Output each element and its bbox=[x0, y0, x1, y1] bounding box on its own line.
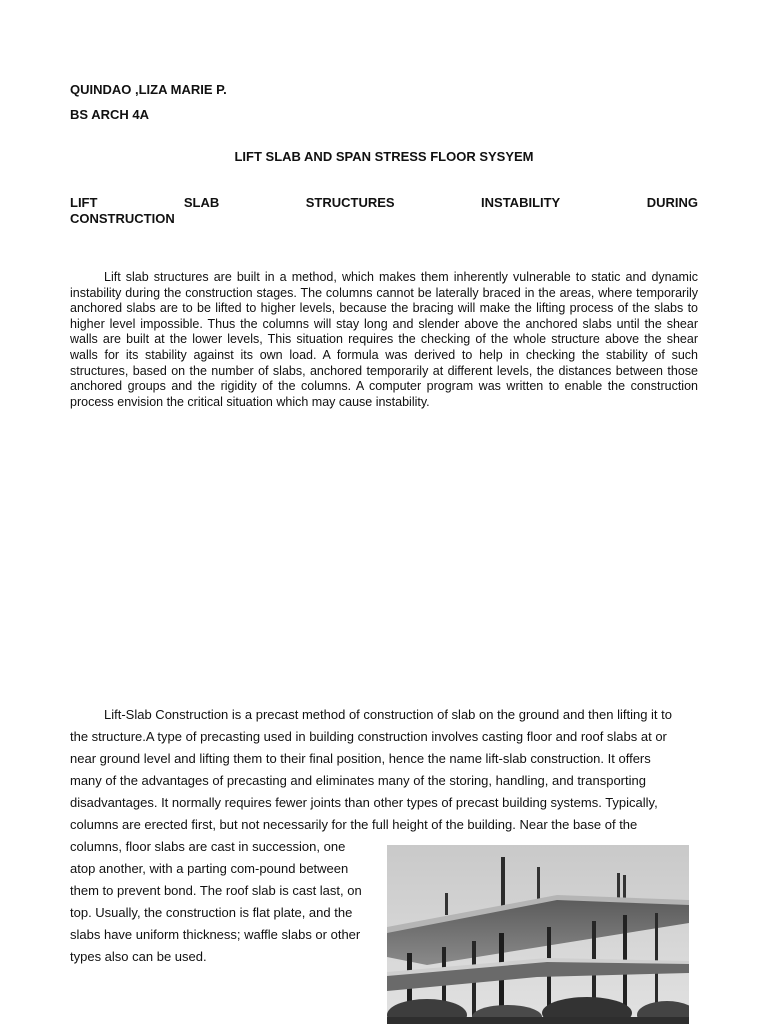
liftslab-line: columns are erected first, but not necessarily for the full height of the building. Near the base of the bbox=[70, 817, 638, 832]
course-name: BS ARCH 4A bbox=[70, 107, 149, 122]
liftslab-wrap-line: types also can be used. bbox=[70, 949, 207, 964]
document-title bbox=[0, 149, 768, 164]
section-heading-line2: CONSTRUCTION bbox=[70, 211, 175, 226]
instability-paragraph: Lift slab structures are built in a method, which makes them inherently vulnerable to static and dynamic instability during the construction stages. The columns cannot be laterally braced in the areas, where temporarily anchored slabs are to be lifted to higher levels, because the bracing will make the lifting process of the slabs to higher level impossible. Thus the columns will stay long and slender above the anchored slabs until the shear walls are built at the lower levels, This situation requires the checking of the whole structure above the shear walls for its stability against its own load. A formula was derived to help in checking the stability of such structures, based on the number of slabs, anchored temporarily at different levels, the distances between those anchored groups and the rigidity of the columns. A computer program was written to enable the construction process envision the critical situation which may cause instability. bbox=[70, 270, 698, 409]
liftslab-line: disadvantages. It normally requires fewer joints than other types of precast building systems. Typically, bbox=[70, 795, 658, 810]
liftslab-line: many of the advantages of precasting and eliminates many of the storing, handling, and transporting bbox=[70, 773, 646, 788]
liftslab-wrap-line: atop another, with a parting com-pound between bbox=[70, 861, 349, 876]
liftslab-line: near ground level and lifting them to their final position, hence the name lift-slab construction. It offers bbox=[70, 751, 651, 766]
author-name: QUINDAO ,LIZA MARIE P. bbox=[70, 82, 227, 97]
heading-word: LIFT bbox=[70, 195, 98, 210]
lift-slab-structure-photo bbox=[387, 845, 689, 1024]
heading-word: STRUCTURES bbox=[305, 195, 395, 210]
heading-word: DURING bbox=[646, 195, 698, 210]
section-heading bbox=[70, 195, 698, 227]
liftslab-wrap-line: slabs have uniform thickness; waffle slabs or other bbox=[70, 927, 361, 942]
liftslab-line: the structure.A type of precasting used in building construction involves casting floor and roof slabs at or bbox=[70, 729, 667, 744]
heading-word: SLAB bbox=[183, 195, 220, 210]
liftslab-paragraph bbox=[70, 704, 698, 836]
heading-word: INSTABILITY bbox=[481, 195, 561, 210]
liftslab-wrap-line: them to prevent bond. The roof slab is cast last, on bbox=[70, 883, 362, 898]
liftslab-wrap-paragraph bbox=[70, 836, 382, 968]
liftslab-line: Lift-Slab Construction is a precast method of construction of slab on the ground and then lifting it to bbox=[104, 707, 672, 722]
liftslab-wrap-line: top. Usually, the construction is flat plate, and the bbox=[70, 905, 353, 920]
document-title-text: LIFT SLAB AND SPAN STRESS FLOOR SYSYEM bbox=[234, 149, 534, 164]
liftslab-wrap-line: columns, floor slabs are cast in succession, one bbox=[70, 839, 346, 854]
section-heading-line1 bbox=[70, 195, 698, 211]
